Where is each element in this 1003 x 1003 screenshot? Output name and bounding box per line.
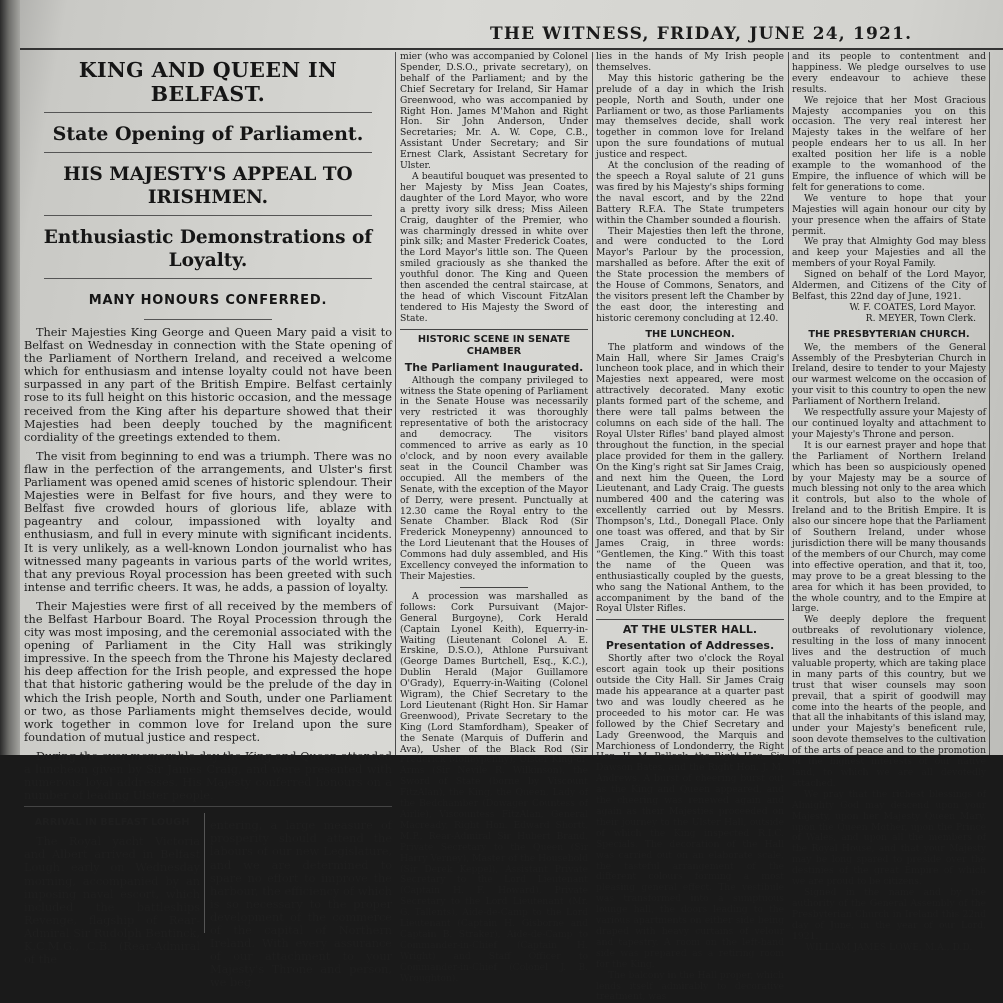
signature-clerk: R. MEYER, Town Clerk. (865, 312, 976, 324)
paragraph: mier (who was accompanied by Colonel Spender, D.S.O., private secretary), on behalf of the Parliament; and by the Chief Secretary for Ireland, Sir Hamar Greenwood, who was accompanied by Right Hon. James M'Mahon and Right Hon. Sir John Anderson, Under Secretaries; Mr. A. W. Cope, C.B., Assistant Under Secretary; and Sir Ernest Clark, Assistant Secretary for Ulster. (400, 51, 588, 172)
column-rule (204, 813, 205, 933)
headline-demonstrations: Enthusiastic Demonstrations of Loyalty. (43, 227, 373, 271)
paragraph: lies in the hands of My Irish people themselves. (596, 51, 784, 73)
paragraph: During the ever memorable day the King and Queen attended a luncheon given by Sir James Craig, and were presented with numerous loyal addresses. His Majesty conferred honours on a number of leading Ulster people. (24, 749, 392, 803)
page-spine (0, 0, 20, 755)
column-three (596, 51, 784, 1003)
column-edge (992, 52, 1003, 755)
paragraph: We pray that Almighty God may bless and keep your Majesties and all the members of your Royal Family. (792, 236, 986, 270)
paragraph: At the conclusion of the reading of the speech a Royal salute of 21 guns was fired by his Majesty's ships forming the naval escort, and by the 22nd Battery R.F.A. The State trumpeters within the Chamber sounded a flourish. (596, 160, 784, 226)
subheading-addresses: Presentation of Addresses. (605, 639, 775, 653)
column-two (400, 51, 588, 984)
column-rule (989, 52, 990, 755)
paragraph: We, the members of the General Assembly of the Presbyterian Church in Ireland, desire to tender to your Majesty our warmest welcome on the occasion of your visit to this country to open the new Parliament of Northern Ireland. (792, 341, 986, 408)
headline-main: KING AND QUEEN IN BELFAST. (78, 58, 338, 106)
paragraph: We venture to hope that your Majesties will again honour our city by your presence when the affairs of State permit. (792, 192, 986, 237)
divider (44, 278, 372, 279)
signature-mayor: W. F. COATES, Lord Mayor. (849, 301, 976, 313)
paragraph: Their Majesties were first of all received by the members of the Belfast Harbour Board. The Royal Procession through the city was most imposing, and the ceremonial associated with the opening of Parliament in the City Hall was strikingly impressive. In the speech from the Throne his Majesty declared his deep affection for the Irish people, and expressed the hope that that historic gathering would be the prelude of the day in which the Irish people, North and South, under one Parliament or two, as those Parliaments might themselves decide, would work together in common love for Ireland upon the sure foundation of mutual justice and respect. (24, 599, 392, 744)
paragraph: Signed in the name and by the authority of the General Assembly of the Presbyterian Church in Ireland this 22nd day of June, in the year of our Lord, 1921. (792, 886, 986, 942)
paragraph: It is our earnest prayer and hope that the Parliament of Northern Ireland which has been so auspiciously opened by your Majesty may be a source of much blessing not only to the area which it controls, but also to the whole of Ireland and to the British Empire. It is also our sincere hope that the Parliament of Southern Ireland, under whose jurisdiction there will be many thousands of the members of our Church, may come into effective operation, and that it, too, may prove to be a great blessing to the area for which it has been provided, to the whole country, and to the Empire at large. (792, 439, 986, 615)
paragraph: We pray that the richest blessings of Almighty God may descend upon your Majesty, upon her Majesty Queen Mary, upon the Queen Mother, upon the Prince of Wales, and upon all the members of the Royal House, and that your Majesty may be long spared to preside over the destinies of the great Empire of which we are proud to be citizens. (792, 788, 986, 888)
divider (144, 319, 272, 320)
lead-paragraph: Their Majesties King George and Queen Mary paid a visit to Belfast on Wednesday in connection with the State opening of the Parliament of Northern Ireland, and received a welcome which for enthusiasm and intense loyalty could not have been surpassed in any part of the British Empire. Belfast certainly rose to its full height on this historic occasion, and the message received from the King after his departure showed that their Majesties had been deeply touched by the magnificent cordiality of the greetings extended to them. (24, 326, 392, 444)
paragraph: Shortly after two o'clock the Royal escort again took up their positions outside the City Hall. Sir James Craig made his appearance at a quarter past two and was loudly cheered as he proceeded to his motor car. He was followed by the Chief Secretary and Lady Greenwood, the Marquis and Marchioness of Londonderry, the Right Hon. H. M. Pollock, the Right Hon. Sir Dawson Bates, and the Right Hon. J. M. Andrews. A burst of cheering burst out as the King and Queen appeared, and the cheering was renewed again and again as their Majesties proceeded on their journey to the Ulster Hall, outside of which the King inspected R.I.C. Specials. The decoration of the Hall was carried out on an elaborate scale, the tasteful arrangement of the different colours forming a most pleasing general effect. The vestibule was transformed into a sumptuous lounge hall, the doors leading to the various apartments on either side being draped with heavy curtains of velour and tapestry. A room on the left-hand side was prepared as a retiring room for the King. (596, 653, 784, 970)
divider (44, 152, 372, 153)
paragraph: We deeply deplore the frequent outbreaks of revolutionary violence, resulting in the loss of many innocent lives and the destruction of much valuable property, which are taking place in many parts of this country, but we trust that wiser counsels may soon prevail, that a spirit of goodwill may come into the hearts of the people, and that all the inhabitants of this island may, under your Majesty's beneficent rule, soon devote themselves to the cultivation of the arts of peace and to the promotion of the highest interests of our native land, to which we are all devotedly attached. (792, 614, 986, 789)
headline-honours: MANY HONOURS CONFERRED. (88, 293, 328, 308)
paragraph: Their Majesties then left the throne, and were conducted to the Lord Mayor's Parlour by the procession, marshalled as before. After the exit of the State procession the members of the House of Commons, Senators, and the visitors present left the Chamber by the east door, the interesting and historic ceremony concluding at 12.40. (596, 225, 784, 324)
subheading-inaugurated: The Parliament Inaugurated. (404, 360, 584, 374)
signature-moderator: WILLIAM JAMES LOWE, M.A., D.D. (805, 941, 973, 953)
subheading-arrival: ARRIVAL IN BELFAST LOUGH (34, 817, 190, 829)
paragraph: The visit from beginning to end was a triumph. There was no flaw in the perfection of the arrangements, and Ulster's first Parliament was opened amid scenes of historic splendour. Their Majesties were in Belfast for five hours, and they were to Belfast five crowded hours of glorious life, ablaze with pageantry and colour, impassioned with loyalty and enthusiasm, and full in every minute with significant incidents. It is very unlikely, as a well-known London journalist who has witnessed many pageants in various parts of the world writes, that any previous Royal procession has been greeted with such intense and terrific cheers. It was, he adds, a passion of loyalty. (24, 449, 392, 594)
subheading-presbyterian: THE PRESBYTERIAN CHURCH. (808, 328, 970, 340)
column-rule (395, 52, 396, 755)
paragraph: The Royal yacht Victoria and Albert arrived in Belfast Lough early on Wednesday morning, accompanied by an imposing naval escort, which included the battleships Revenge, flagship of Rear-Admiral Sir Rudolph Bentinck, K.C.M.G., C.B. (Rear-Admiral of the (24, 835, 200, 967)
divider (24, 806, 392, 807)
masthead: THE WITNESS, FRIDAY, JUNE 24, 1921. (490, 24, 913, 44)
divider (596, 619, 784, 620)
subheading-ulster-hall: AT THE ULSTER HALL. (622, 623, 758, 637)
column-rule (592, 52, 593, 755)
paragraph: May this historic gathering be the prelude of a day in which the Irish people, North and South, under one Parliament or two, as those Parliaments may themselves decide, shall work together in common love for Ireland upon the sure foundations of mutual justice and respect. (596, 72, 784, 161)
paragraph: entering, a large measure of prosperity should attend the labours of our new Legislature, and we are determined to spare no effort to improve the harbour, the efficiency of which is so necessary to the proper development of the commerce of the capital of Northern Ireland. With every assurance of our attachment to your Majesty's Throne and person, we beg (210, 819, 392, 990)
divider (400, 329, 588, 330)
paragraph: A procession was marshalled as follows: Cork Pursuivant (Major-General Burgoyne), Cork Herald (Captain Lyonel Keith), Equerry-in-Waiting (Lieutenant Colonel A. E. Erskine, D.S.O.), Athlone Pursuivant (George Dames Burtchell, Esq., K.C.), Dublin Herald (Major Guillamore O'Grady), Equerry-in-Waiting (Colonel Wigram), the Chief Secretary to the Lord Lieutenant (Right Hon. Sir Hamar Greenwood), Private Secretary to the King (Lord Stamfordham), Speaker of the Senate (Marquis of Dufferin and Ava), Usher of the Black Rod (Sir Frederick Moneypenny), Ulster King-of-Arms (Sir Nevile R. Wilkinson), the Sword of State (borne by Viscount FitzAlan), the King, the Queen, Lady of the Bedchamber (Dowager Countess of Airlie), Viscountess FitzAlan, General Macready, Right Hon. Edward Shortt, M.P., Rear-Admiral Sir Hubert Brand, Private Secretary to the Queen (Sir Harry Verney), Master of the Household (Sir Derek Keppel), Assistant Private Secretary to the Lord Lieutenant (Captain H. F. Howard), Private Secretary to the Lord Lieutenant (Mr. G. Tallents), Aide-de-Camp to the Lord Lieutenant (Captain H. Gisborne and Captain B. Straker), Aide-de-Camp to Commander-in-Chief (Captain H. Wright) and Staff Officer to Commander-in-Chief (Colonel J. B. Wroughton). (400, 590, 588, 984)
divider (460, 587, 528, 588)
divider (44, 112, 372, 113)
paragraph: The balcony in the Hall proper, which lends itself admirably to decorative treatment, was (596, 969, 784, 1003)
paragraph: We rejoice that her Most Gracious Majesty accompanies you on this occasion. The very real interest her Majesty takes in the welfare of her people endears her to us all. In her exalted position her life is a noble example to the womanhood of the Empire, the influence of which will be felt for generations to come. (792, 94, 986, 193)
divider (44, 215, 372, 216)
subheading-senate-chamber: HISTORIC SCENE IN SENATE CHAMBER (417, 333, 571, 357)
paragraph: Although the company privileged to witness the State opening of Parliament in the Senate House was necessarily very restricted it was thoroughly representative of both the aristocracy and democracy. The visitors commenced to arrive as early as 10 o'clock, and by noon every available seat in the Council Chamber was occupied. All the members of the Senate, with the exception of the Mayor of Derry, were present. Punctually at 12.30 came the Royal entry to the Senate Chamber. Black Rod (Sir Frederick Moneypenny) announced to the Lord Lieutenant that the Houses of Commons had duly assembled, and His Excellency conveyed the information to Their Majesties. (400, 374, 588, 582)
column-rule (788, 52, 789, 755)
headline-state-opening: State Opening of Parliament. (52, 123, 364, 145)
address-column (210, 813, 392, 989)
paragraph: and its people to contentment and happiness. We pledge ourselves to use every endeavour to achieve these results. (792, 51, 986, 95)
paragraph: Signed on behalf of the Lord Mayor, Aldermen, and Citizens of the City of Belfast, this 22nd day of June, 1921. (792, 269, 986, 302)
masthead-rule (20, 48, 1003, 50)
column-lead-story (24, 52, 392, 990)
arrival-column (24, 813, 200, 966)
column-four (792, 51, 986, 953)
subheading-luncheon: THE LUNCHEON. (645, 328, 735, 340)
paragraph: The platform and windows of the Main Hall, where Sir James Craig's luncheon took place, and in which their Majesties next appeared, were most attractively decorated. Many exotic plants formed part of the scheme, and there were tall palms between the columns on each side of the hall. The Royal Ulster Rifles' band played almost throughout the function, in the special place provided for them in the gallery. On the King's right sat Sir James Craig, and next him the Queen, the Lord Lieutenant, and Lady Craig. The guests numbered 400 and the catering was excellently carried out by Messrs. Thompson's, Ltd., Donegall Place. Only one toast was offered, and that by Sir James Craig, in three words: “Gentlemen, the King.” With this toast the name of the Queen was enthusiastically coupled by the guests, who sang the National Anthem, to the accompaniment by the band of the Royal Ulster Rifles. (596, 341, 784, 615)
paragraph: We respectfully assure your Majesty of our continued loyalty and attachment to your Majesty's Throne and person. (792, 407, 986, 440)
headline-appeal: HIS MAJESTY'S APPEAL TO IRISHMEN. (63, 164, 353, 208)
paragraph: A beautiful bouquet was presented to her Majesty by Miss Jean Coates, daughter of the Lord Mayor, who wore a pretty ivory silk dress; Miss Aileen Craig, daughter of the Premier, who was charmingly dressed in white over pink silk; and Master Frederick Coates, the Lord Mayor's little son. The Queen smiled graciously as she thanked the youthful donor. The King and Queen then ascended the central staircase, at the head of which Viscount FitzAlan tendered to His Majesty the Sword of State. (400, 170, 588, 324)
